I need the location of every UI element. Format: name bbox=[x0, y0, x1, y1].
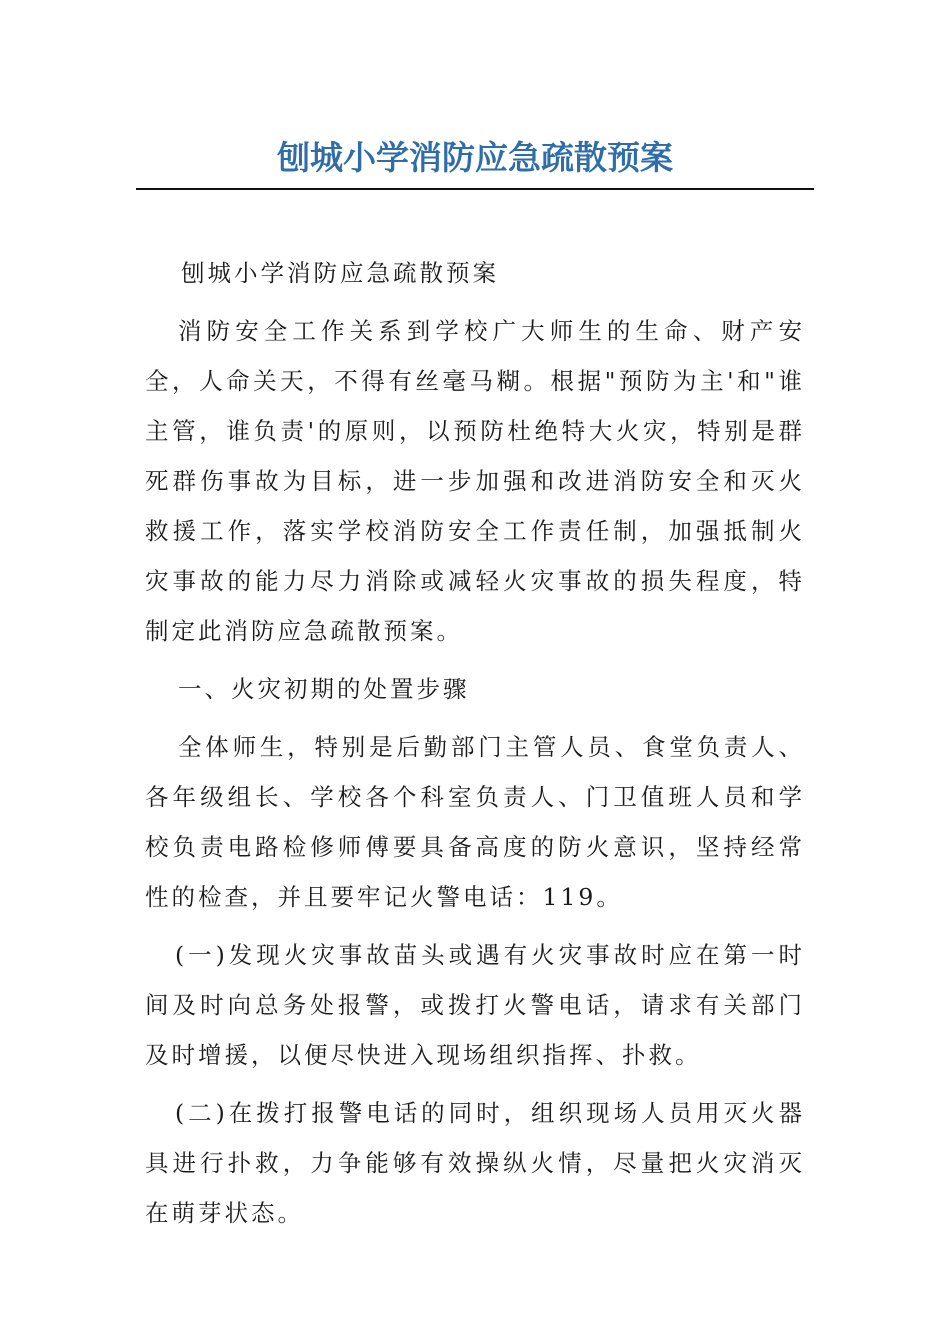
document-body bbox=[145, 248, 805, 1238]
intro-paragraph: 消防安全工作关系到学校广大师生的生命、财产安全，人命关天，不得有丝毫马糊。根据"预防为主'和"谁主管，谁负责'的原则，以预防杜绝特大火灾，特别是群死群伤事故为目标，进一步加强和改进消防安全和灭火救援工作，落实学校消防安全工作责任制，加强抵制火灾事故的能力尽力消除或减轻火灾事故的损失程度，特制定此消防应急疏散预案。 bbox=[145, 317, 805, 645]
subtitle-paragraph: 刨城小学消防应急疏散预案 bbox=[181, 259, 499, 287]
section-1-paragraph: 全体师生，特别是后勤部门主管人员、食堂负责人、各年级组长、学校各个科室负责人、门卫值班人员和学校负责电路检修师傅要具备高度的防火意识，坚持经常性的检查，并且要牢记火警电话：119。 bbox=[145, 733, 805, 911]
item-1-paragraph: (一)发现火灾事故苗头或遇有火灾事故时应在第一时间及时向总务处报警，或拨打火警电话，请求有关部门及时增援，以便尽快进入现场组织指挥、扑救。 bbox=[145, 941, 805, 1069]
section-heading-1: 一、火灾初期的处置步骤 bbox=[178, 675, 470, 703]
document-title: 刨城小学消防应急疏散预案 bbox=[277, 138, 673, 177]
item-2-paragraph: (二)在拨打报警电话的同时，组织现场人员用灭火器具进行扑救，力争能够有效操纵火情，尽量把火灾消灭在萌芽状态。 bbox=[145, 1099, 805, 1227]
title-divider bbox=[136, 188, 814, 190]
